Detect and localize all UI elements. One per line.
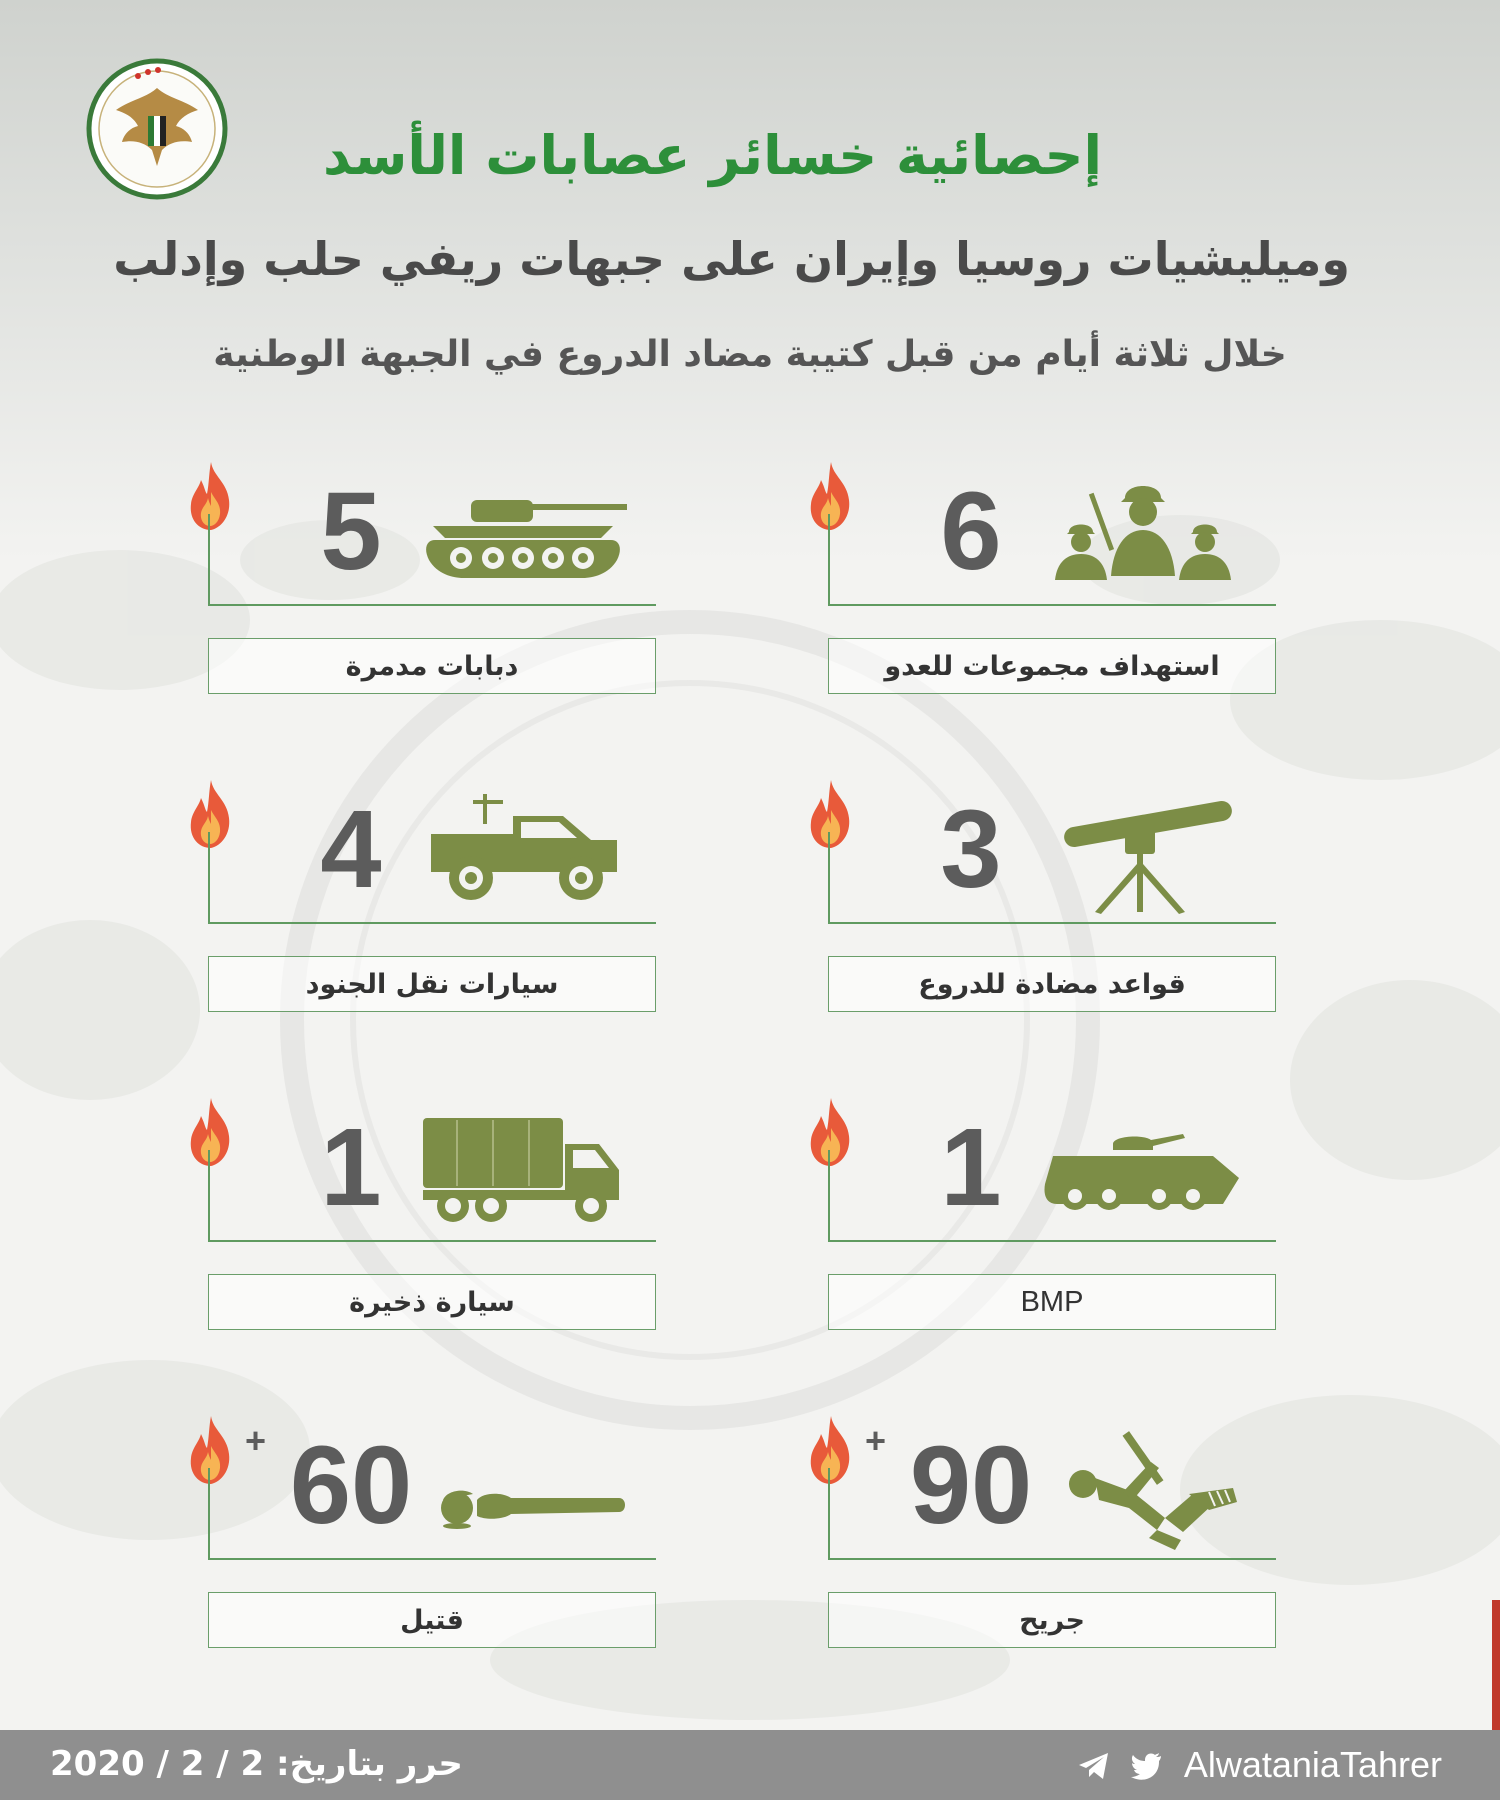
stat-number: 1 bbox=[940, 1106, 1002, 1229]
stat-card-ammo-truck bbox=[183, 1094, 658, 1344]
underline bbox=[208, 1558, 656, 1560]
stat-card-killed bbox=[183, 1412, 658, 1662]
flame-icon bbox=[803, 776, 859, 854]
stat-number: 6 bbox=[940, 470, 1002, 593]
underline bbox=[828, 604, 1276, 606]
flame-icon bbox=[183, 776, 239, 854]
stat-card-anti-tank-bases bbox=[803, 776, 1278, 1026]
connector-line bbox=[208, 832, 210, 924]
stat-number: 4 bbox=[320, 788, 382, 911]
stat-card-wounded bbox=[803, 1412, 1278, 1662]
connector-line bbox=[208, 514, 210, 606]
red-edge-accent bbox=[1492, 1600, 1500, 1730]
stat-number: 60 bbox=[289, 1424, 413, 1547]
underline bbox=[208, 604, 656, 606]
page-subtitle: وميليشيات روسيا وإيران على جبهات ريفي حلب وإدلب bbox=[113, 232, 1350, 286]
page-title: إحصائية خسائر عصابات الأسد bbox=[323, 124, 1102, 187]
killed-soldier-icon bbox=[413, 1422, 633, 1552]
stat-card-bmp bbox=[803, 1094, 1278, 1344]
national-front-logo bbox=[86, 58, 228, 200]
stat-number: 90 bbox=[909, 1424, 1033, 1547]
stat-label: قواعد مضادة للدروع bbox=[828, 956, 1276, 1012]
stat-label: قتيل bbox=[208, 1592, 656, 1648]
connector-line bbox=[208, 1150, 210, 1242]
stat-number: 5 bbox=[320, 470, 382, 593]
connector-line bbox=[828, 514, 830, 606]
tank-icon bbox=[413, 468, 633, 598]
connector-line bbox=[828, 832, 830, 924]
apc-icon bbox=[1033, 1104, 1253, 1234]
pickup-truck-icon bbox=[413, 786, 633, 916]
stat-card-enemy-groups bbox=[803, 458, 1278, 708]
stat-label: BMP bbox=[828, 1274, 1276, 1330]
stat-label: سيارات نقل الجنود bbox=[208, 956, 656, 1012]
underline bbox=[208, 1240, 656, 1242]
flame-icon bbox=[803, 458, 859, 536]
connector-line bbox=[208, 1468, 210, 1560]
stat-label: جريح bbox=[828, 1592, 1276, 1648]
twitter-icon[interactable] bbox=[1128, 1748, 1164, 1784]
page-description: خلال ثلاثة أيام من قبل كتيبة مضاد الدروع في الجبهة الوطنية bbox=[213, 334, 1287, 375]
publish-date: حرر بتاريخ: 2 / 2 / 2020 bbox=[50, 1744, 463, 1784]
stat-number: 1 bbox=[320, 1106, 382, 1229]
telegram-icon[interactable] bbox=[1076, 1748, 1112, 1784]
underline bbox=[828, 922, 1276, 924]
flame-icon bbox=[803, 1412, 859, 1490]
ammo-truck-icon bbox=[413, 1104, 633, 1234]
flame-icon bbox=[183, 1094, 239, 1172]
stat-label: سيارة ذخيرة bbox=[208, 1274, 656, 1330]
underline bbox=[208, 922, 656, 924]
soldiers-group-icon bbox=[1033, 468, 1253, 598]
stat-card-troop-carriers bbox=[183, 776, 658, 1026]
underline bbox=[828, 1240, 1276, 1242]
stat-label: دبابات مدمرة bbox=[208, 638, 656, 694]
wounded-soldier-icon bbox=[1033, 1422, 1253, 1552]
connector-line bbox=[828, 1150, 830, 1242]
social-handle[interactable]: AlwataniaTahrer bbox=[1183, 1744, 1442, 1785]
flame-icon bbox=[803, 1094, 859, 1172]
stat-label: استهداف مجموعات للعدو bbox=[828, 638, 1276, 694]
underline bbox=[828, 1558, 1276, 1560]
plus-sign: + bbox=[245, 1420, 267, 1461]
connector-line bbox=[828, 1468, 830, 1560]
flame-icon bbox=[183, 458, 239, 536]
flame-icon bbox=[183, 1412, 239, 1490]
stat-card-tanks bbox=[183, 458, 658, 708]
plus-sign: + bbox=[865, 1420, 887, 1461]
anti-tank-launcher-icon bbox=[1033, 786, 1253, 916]
stat-number: 3 bbox=[940, 788, 1002, 911]
